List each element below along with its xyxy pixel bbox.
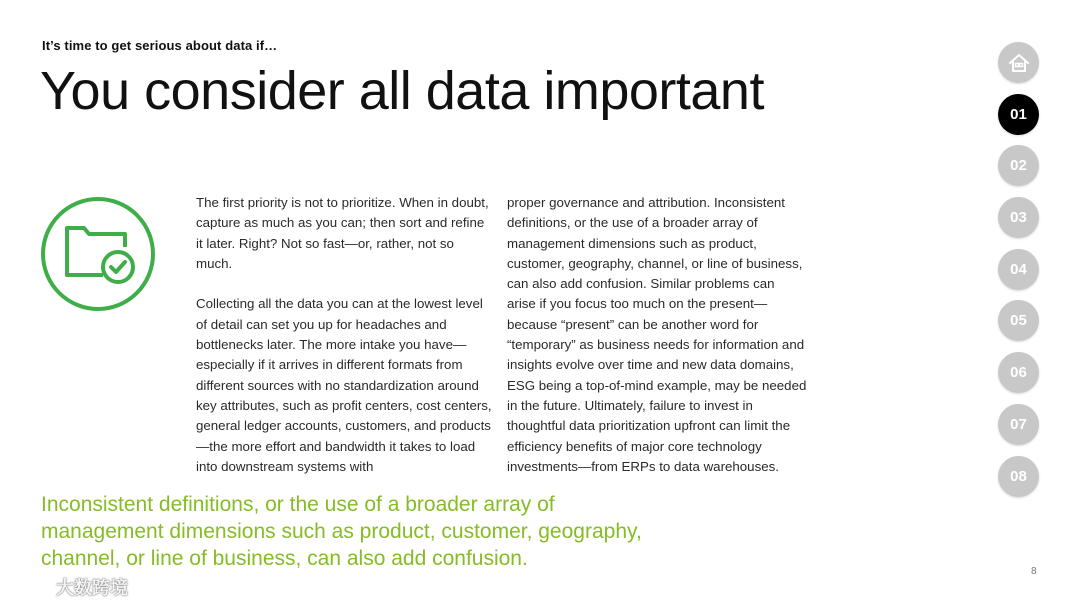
- nav-item-01[interactable]: 01: [998, 94, 1039, 135]
- body-column-2: [507, 193, 807, 497]
- nav-item-08[interactable]: 08: [998, 456, 1039, 497]
- folder-check-icon: [41, 197, 155, 311]
- home-button[interactable]: [998, 42, 1039, 83]
- section-kicker: It’s time to get serious about data if…: [42, 38, 278, 53]
- nav-item-04[interactable]: 04: [998, 249, 1039, 290]
- pull-quote-line: Inconsistent definitions, or the use of a broader array of: [41, 493, 555, 516]
- paragraph: proper governance and attribution. Inconsistent definitions, or the use of a broader array of management dimensions such as product, customer, geography, channel, or line of business, can also add confusion. Similar problems can arise if you focus too much on the present—because “present” can be another word for “temporary” as business needs for information and insights evolve over time and new data domains, ESG being a top-of-mind example, may be needed in the future. Ultimately, failure to invest in thoughtful data prioritization upfront can limit the efficiency benefits of major core technology investments—from ERPs to data warehouses.: [507, 195, 807, 474]
- section-nav: [998, 42, 1039, 507]
- watermark: [8, 574, 128, 600]
- pull-quote-line: management dimensions such as product, customer, geography,: [41, 520, 642, 543]
- nav-item-03[interactable]: 03: [998, 197, 1039, 238]
- paragraph: Collecting all the data you can at the lowest level of detail can set you up for headaches and bottlenecks later. The more intake you have—especially if it arrives in different formats from different sources with no standardization around key attributes, such as profit centers, cost centers, general ledger accounts, customers, and products—the more effort and bandwidth it takes to load into downstream systems with: [196, 296, 492, 474]
- nav-item-06[interactable]: 06: [998, 352, 1039, 393]
- nav-item-02[interactable]: 02: [998, 145, 1039, 186]
- pull-quote-line: channel, or line of business, can also add confusion.: [41, 547, 528, 570]
- watermark-logo-icon: [8, 575, 50, 599]
- watermark-text: 大数跨境: [56, 578, 128, 598]
- paragraph: The first priority is not to prioritize. When in doubt, capture as much as you can; then sort and refine it later. Right? Not so fast—or, rather, not so much.: [196, 195, 489, 271]
- nav-item-07[interactable]: 07: [998, 404, 1039, 445]
- nav-item-05[interactable]: 05: [998, 300, 1039, 341]
- pull-quote: [41, 491, 661, 572]
- page-title: You consider all data important: [40, 61, 764, 121]
- home-icon: [1007, 51, 1031, 75]
- body-column-1: [196, 193, 492, 497]
- page-number: 8: [1031, 566, 1037, 577]
